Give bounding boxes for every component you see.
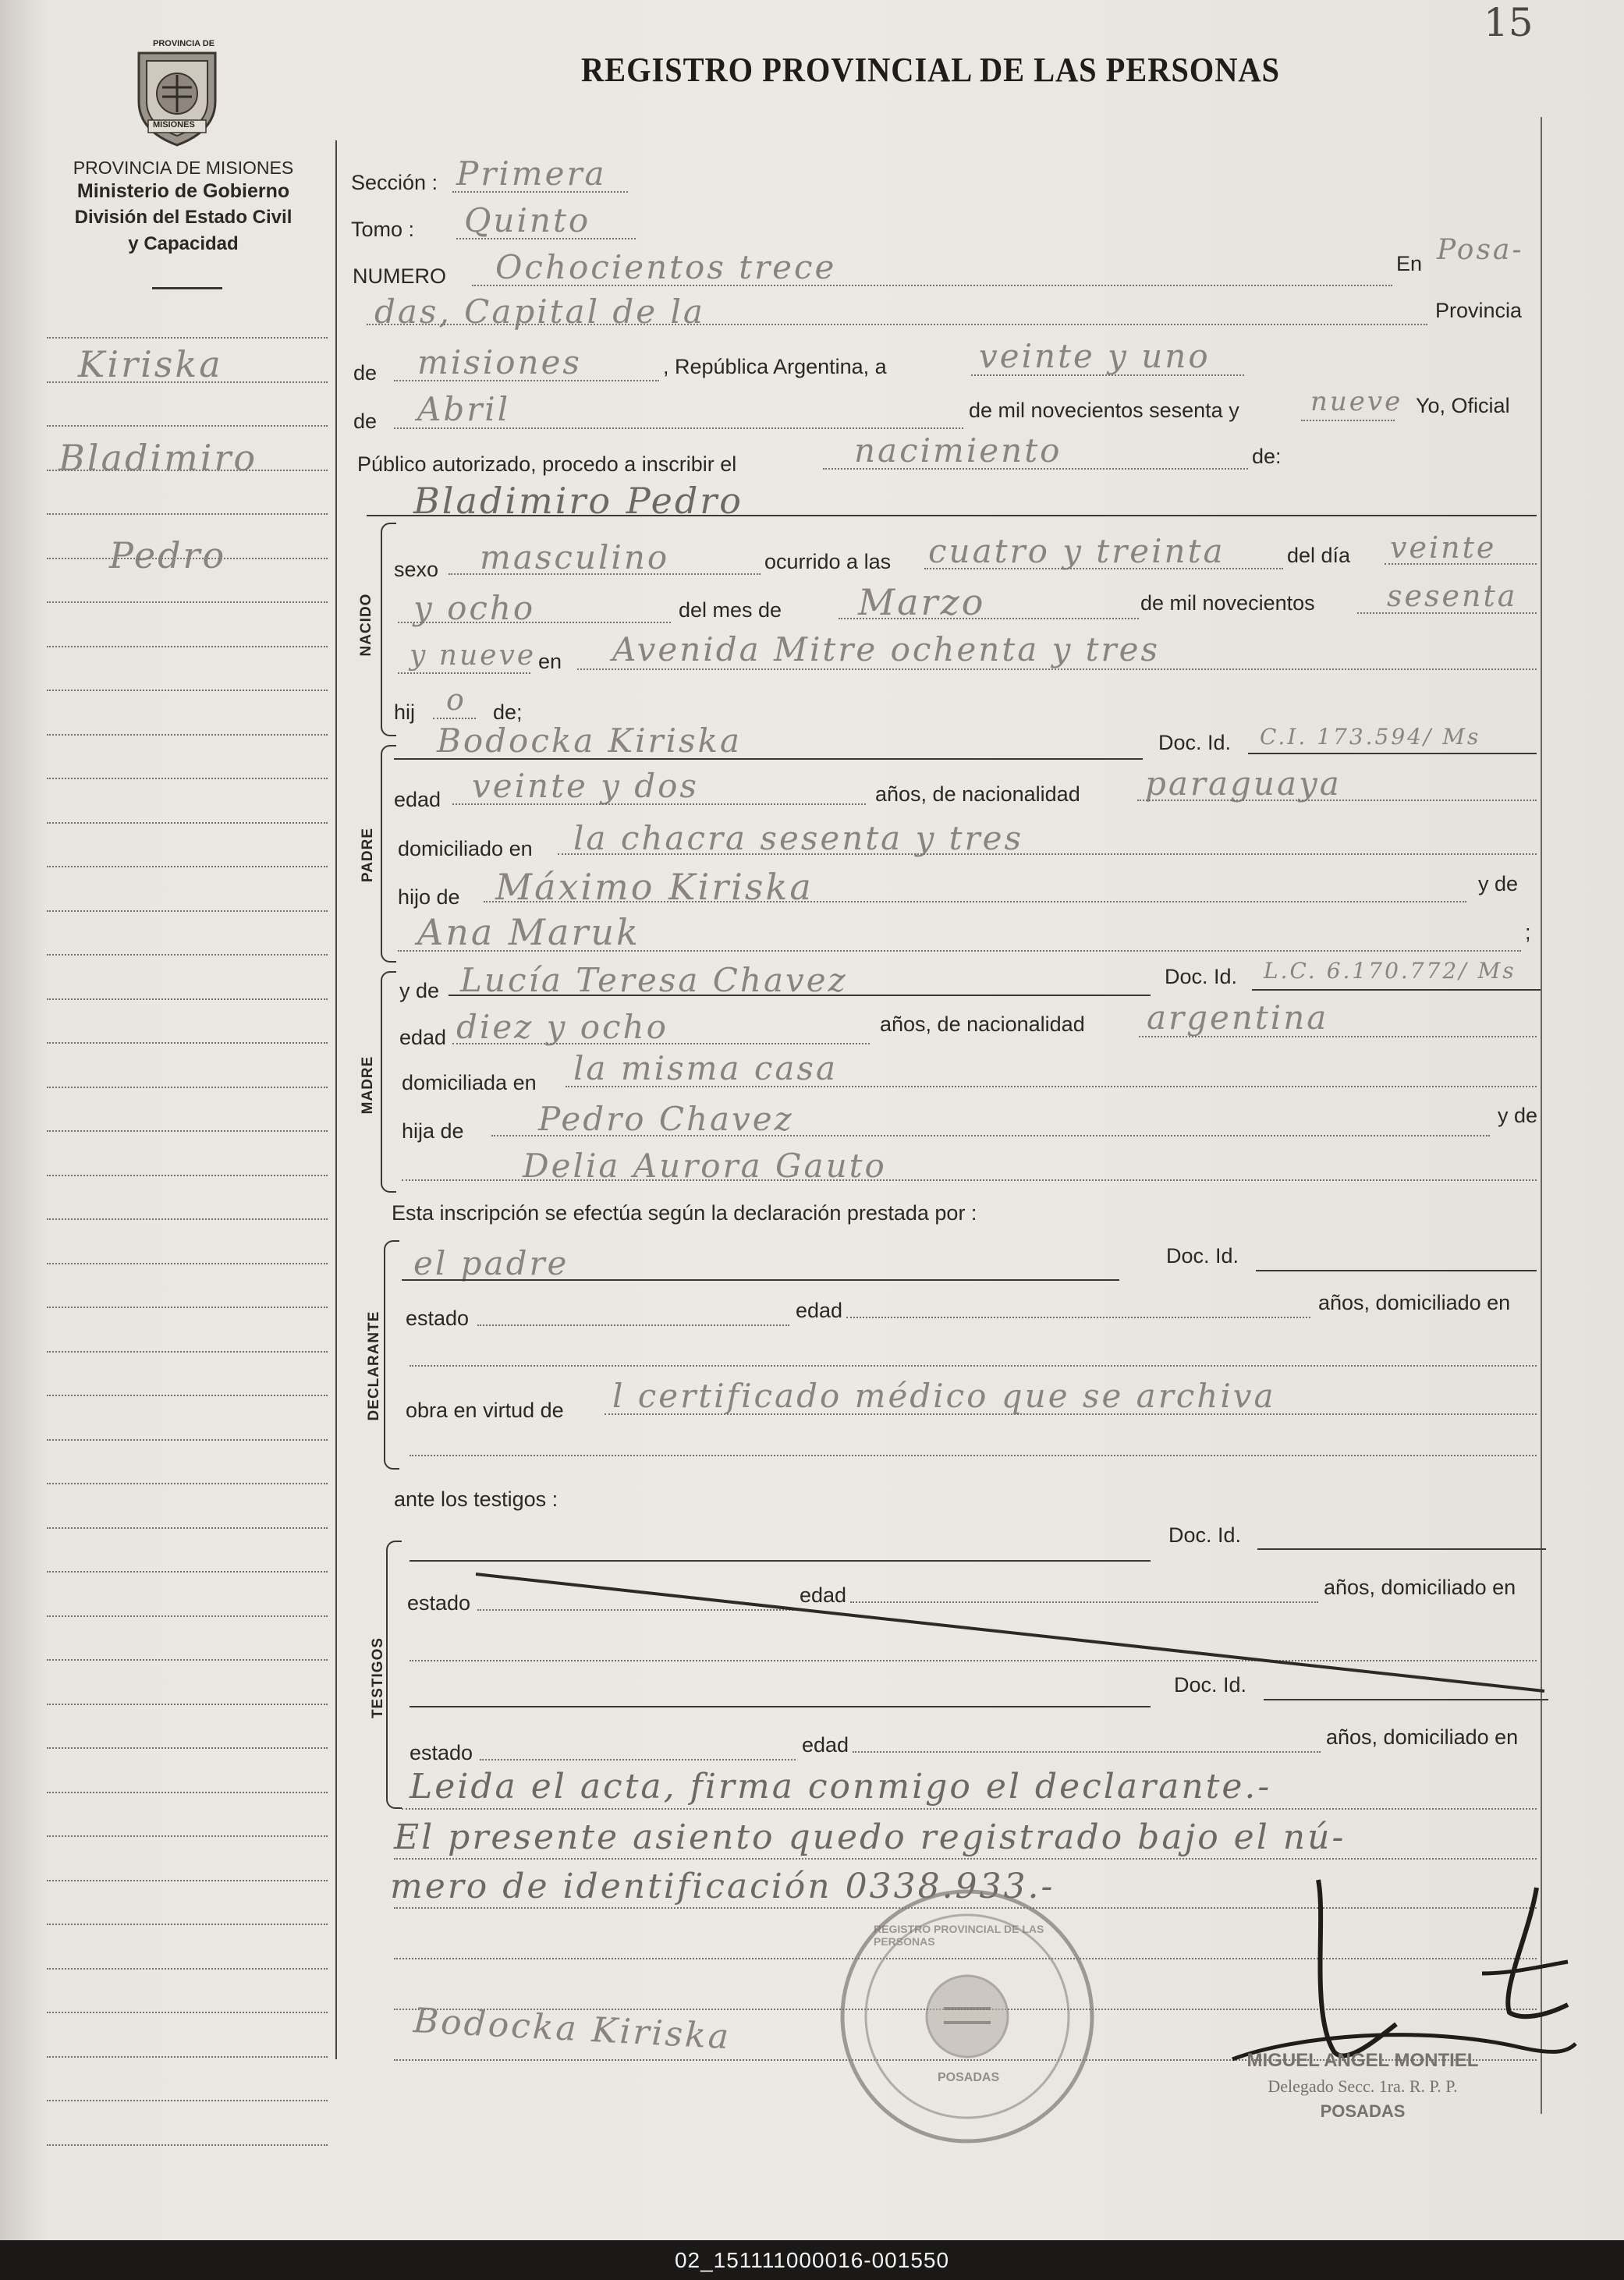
declarante-obra-value: l certificado médico que se archiva bbox=[612, 1377, 1276, 1415]
birth-year-value: sesenta bbox=[1387, 579, 1518, 613]
office-block bbox=[31, 156, 335, 256]
month-value: Abril bbox=[417, 390, 511, 428]
mother-name: Lucía Teresa Chavez bbox=[460, 961, 848, 999]
margin-ruled-line bbox=[47, 601, 328, 603]
testigo2-edad-label: edad bbox=[802, 1733, 849, 1757]
de2-label: de bbox=[353, 410, 378, 433]
sexo-value: masculino bbox=[480, 538, 670, 576]
mother-dom-line bbox=[566, 1086, 1537, 1087]
closing-line-3: mero de identificación 0338.933.- bbox=[390, 1867, 1055, 1906]
office-capacity: y Capacidad bbox=[128, 233, 239, 254]
mother-doc-label: Doc. Id. bbox=[1165, 965, 1238, 988]
numero-label: NUMERO bbox=[353, 264, 446, 288]
margin-ruled-line bbox=[47, 1527, 328, 1529]
year-cont-line bbox=[398, 672, 530, 674]
crest-top-text: PROVINCIA DE bbox=[153, 39, 215, 48]
margin-ruled-line bbox=[47, 1835, 328, 1837]
tomo-line bbox=[456, 238, 636, 239]
day-cont-line bbox=[398, 622, 671, 623]
father-y-de-label: y de bbox=[1478, 872, 1519, 895]
year-line bbox=[1301, 420, 1395, 421]
margin-ruled-line bbox=[47, 778, 328, 779]
official-stamp bbox=[1211, 2048, 1515, 2124]
margin-ruled-line bbox=[47, 2100, 328, 2101]
margin-ruled-line bbox=[47, 1924, 328, 1925]
father-semicolon: ; bbox=[1525, 920, 1531, 944]
declarante-doc-label: Doc. Id. bbox=[1166, 1244, 1239, 1268]
hij-label: hij bbox=[394, 700, 416, 724]
de-label: de bbox=[353, 361, 378, 385]
crest-banner-text: MISIONES bbox=[153, 120, 195, 129]
declarante-estado-label: estado bbox=[406, 1307, 470, 1330]
closing-line-2: El presente asiento quedo registrado bajo el nú- bbox=[394, 1817, 1346, 1857]
margin-ruled-line bbox=[47, 1087, 328, 1088]
margin-ruled-line bbox=[47, 1218, 328, 1220]
official-signature bbox=[1201, 1856, 1607, 2075]
hij-de-label: de; bbox=[493, 700, 523, 724]
margin-first-name: Bladimiro bbox=[59, 437, 258, 479]
margin-ruled-line bbox=[47, 1263, 328, 1264]
father-doc-line bbox=[1248, 753, 1537, 754]
page-number: 15 bbox=[1484, 0, 1534, 45]
margin-ruled-line bbox=[47, 1395, 328, 1396]
publico-label: Público autorizado, procedo a inscribir el bbox=[357, 452, 737, 476]
birth-month-line bbox=[839, 618, 1139, 619]
provincia-label: Provincia bbox=[1435, 299, 1523, 322]
closing-line-1: Leida el acta, firma conmigo el declarante.- bbox=[410, 1767, 1272, 1807]
en-label: En bbox=[1396, 252, 1423, 275]
place-line bbox=[367, 324, 1427, 325]
margin-ruled-line bbox=[47, 337, 328, 339]
margin-ruled-line bbox=[47, 2012, 328, 2013]
father-father-value: Máximo Kiriska bbox=[495, 866, 814, 908]
father-dom-line bbox=[558, 853, 1537, 855]
cancellation-strike bbox=[406, 1552, 1560, 1708]
province-crest-logo bbox=[131, 39, 223, 148]
day-value: veinte y uno bbox=[979, 337, 1211, 375]
office-ministry: Ministerio de Gobierno bbox=[76, 180, 290, 202]
numero-value: Ochocientos trece bbox=[495, 248, 837, 286]
declarante-extra-line bbox=[410, 1455, 1537, 1456]
father-edad-value: veinte y dos bbox=[472, 767, 699, 805]
declarante-section-label: DECLARANTE bbox=[366, 1310, 382, 1421]
time-value: cuatro y treinta bbox=[928, 532, 1225, 570]
numero-line bbox=[472, 285, 1392, 286]
day-line bbox=[971, 374, 1244, 376]
mother-dom-value: la misma casa bbox=[573, 1049, 839, 1087]
oficial-label: Yo, Oficial bbox=[1416, 394, 1510, 417]
mes-label: del mes de bbox=[679, 598, 782, 622]
child-name: Bladimiro Pedro bbox=[413, 480, 743, 522]
birth-place-value: Avenida Mitre ochenta y tres bbox=[612, 630, 1161, 668]
testigo2-estado-line bbox=[480, 1759, 796, 1761]
declarante-intro: Esta inscripción se efectúa según la declaración prestada por : bbox=[392, 1201, 977, 1225]
testigos-intro: ante los testigos : bbox=[394, 1487, 558, 1511]
margin-ruled-line bbox=[47, 1704, 328, 1705]
father-dom-label: domiciliado en bbox=[398, 837, 533, 860]
year-label: de mil novecientos sesenta y bbox=[969, 399, 1239, 422]
margin-surname: Kiriska bbox=[78, 343, 223, 385]
father-mother-value: Ana Maruk bbox=[417, 911, 640, 953]
declarante-brace bbox=[384, 1240, 399, 1470]
official-role: Delegado Secc. 1ra. R. P. P. bbox=[1268, 2076, 1458, 2096]
margin-ruled-line bbox=[47, 866, 328, 867]
testigo2-doc-label: Doc. Id. bbox=[1174, 1673, 1247, 1697]
margin-middle-name: Pedro bbox=[109, 534, 227, 576]
mother-father-value: Pedro Chavez bbox=[538, 1100, 794, 1138]
seal-ring-text: REGISTRO PROVINCIAL DE LAS PERSONAS bbox=[874, 1923, 1044, 1948]
year-value: nueve bbox=[1310, 386, 1403, 417]
declarant-signature: Bodocka Kiriska bbox=[412, 2001, 732, 2058]
official-seal bbox=[835, 1884, 1100, 2149]
nacido-section-label: NACIDO bbox=[358, 593, 374, 657]
hij-line bbox=[433, 718, 476, 719]
father-nac-line bbox=[1137, 800, 1537, 801]
official-name: MIGUEL ANGEL MONTIEL bbox=[1246, 2050, 1479, 2071]
birth-year-cont: y nueve bbox=[410, 640, 537, 672]
margin-ruled-line bbox=[47, 2144, 328, 2146]
seccion-line bbox=[452, 191, 628, 193]
testigo1-estado-label: estado bbox=[407, 1591, 471, 1615]
mother-edad-label: edad bbox=[399, 1026, 447, 1049]
margin-ruled-line bbox=[47, 1659, 328, 1661]
margin-ruled-line bbox=[47, 998, 328, 1000]
province-line bbox=[394, 380, 659, 381]
sexo-label: sexo bbox=[394, 558, 439, 581]
father-edad-line bbox=[452, 803, 866, 805]
declarante-doc-line bbox=[1256, 1270, 1537, 1271]
margin-ruled-line bbox=[47, 1880, 328, 1881]
margin-ruled-line bbox=[47, 425, 328, 427]
margin-divider bbox=[335, 140, 337, 2059]
time-line bbox=[924, 568, 1283, 569]
declarante-edad-line bbox=[846, 1317, 1310, 1318]
child-name-line bbox=[367, 515, 1537, 516]
margin-ruled-line bbox=[47, 646, 328, 647]
mother-name-line bbox=[449, 995, 1151, 996]
margin-ruled-line bbox=[47, 513, 328, 515]
mother-nac-label: años, de nacionalidad bbox=[880, 1012, 1085, 1036]
tomo-value: Quinto bbox=[464, 201, 591, 239]
madre-section-label: MADRE bbox=[360, 1055, 376, 1115]
act-value: nacimiento bbox=[854, 431, 1062, 470]
father-hijo-label: hijo de bbox=[398, 885, 460, 909]
testigo1-doc-line bbox=[1257, 1548, 1546, 1550]
declarante-name-line bbox=[402, 1279, 1119, 1281]
margin-ruled-line bbox=[47, 1747, 328, 1749]
declarante-name: el padre bbox=[413, 1244, 569, 1282]
act-line bbox=[823, 468, 1248, 470]
margin-ruled-line bbox=[47, 910, 328, 912]
birth-month-value: Marzo bbox=[858, 581, 986, 623]
de-colon-label: de: bbox=[1252, 445, 1282, 468]
declarante-estado-line bbox=[477, 1324, 789, 1326]
testigo2-edad-line bbox=[853, 1751, 1321, 1753]
margin-ruled-line bbox=[47, 1042, 328, 1044]
padre-section-label: PADRE bbox=[360, 827, 376, 883]
birth-place-line bbox=[577, 668, 1537, 670]
margin-ruled-line bbox=[47, 1615, 328, 1617]
del-dia-label: del día bbox=[1287, 544, 1351, 567]
seal-center-text: POSADAS bbox=[938, 2071, 1000, 2084]
margin-ruled-line bbox=[47, 1483, 328, 1484]
margin-ruled-line bbox=[47, 954, 328, 956]
office-division: División del Estado Civil bbox=[74, 207, 293, 228]
mother-mother-line bbox=[402, 1179, 1537, 1181]
testigos-brace bbox=[386, 1541, 402, 1809]
father-name: Bodocka Kiriska bbox=[437, 722, 743, 760]
birth-year-line bbox=[1357, 612, 1537, 614]
padre-brace bbox=[381, 745, 396, 963]
mother-nac-line bbox=[1139, 1036, 1537, 1037]
mother-nac-value: argentina bbox=[1147, 998, 1329, 1037]
father-father-line bbox=[484, 901, 1466, 902]
father-doc-label: Doc. Id. bbox=[1158, 731, 1232, 754]
margin-ruled-line bbox=[47, 1307, 328, 1308]
testigo2-dom-label: años, domiciliado en bbox=[1326, 1725, 1519, 1749]
birth-day-value: veinte bbox=[1390, 530, 1497, 565]
sexo-line bbox=[449, 573, 761, 575]
margin-ruled-line bbox=[47, 734, 328, 736]
margin-ruled-line bbox=[47, 822, 328, 824]
mother-doc-line bbox=[1252, 989, 1541, 991]
hij-value: o bbox=[446, 683, 466, 717]
province-value: misiones bbox=[417, 343, 582, 381]
margin-ruled-line bbox=[47, 1792, 328, 1793]
margin-ruled-line bbox=[47, 1175, 328, 1176]
closing-line-1-rule bbox=[402, 1808, 1537, 1810]
birth-year-label: de mil novecientos bbox=[1140, 591, 1315, 615]
margin-ruled-line bbox=[47, 1351, 328, 1353]
father-mother-line bbox=[398, 950, 1521, 952]
mother-y-de2-label: y de bbox=[1498, 1104, 1538, 1127]
margin-ruled-line bbox=[47, 1968, 328, 1970]
footer-identifier: 02_151111000016-001550 bbox=[0, 2240, 1624, 2280]
birth-day-line bbox=[1385, 563, 1537, 565]
republica-label: , República Argentina, a bbox=[663, 355, 887, 378]
en-value: Posa- bbox=[1437, 234, 1524, 266]
office-underline bbox=[152, 287, 222, 289]
mother-dom-label: domiciliada en bbox=[402, 1071, 537, 1094]
mother-hija-label: hija de bbox=[402, 1119, 464, 1143]
margin-ruled-line bbox=[47, 690, 328, 691]
mother-edad-line bbox=[452, 1043, 870, 1044]
declarante-dom-line bbox=[410, 1365, 1537, 1367]
declarante-edad-label: edad bbox=[796, 1299, 843, 1322]
mother-mother-value: Delia Aurora Gauto bbox=[523, 1147, 887, 1185]
margin-ruled-line bbox=[47, 1571, 328, 1573]
margin-ruled-line bbox=[47, 1439, 328, 1441]
right-border bbox=[1541, 117, 1542, 2114]
testigo2-estado-label: estado bbox=[410, 1741, 473, 1764]
ocurrido-label: ocurrido a las bbox=[764, 550, 892, 573]
testigos-section-label: TESTIGOS bbox=[370, 1636, 386, 1719]
birth-en-label: en bbox=[538, 650, 562, 673]
father-name-line bbox=[394, 758, 1143, 760]
office-province: PROVINCIA DE MISIONES bbox=[73, 158, 294, 178]
father-dom-value: la chacra sesenta y tres bbox=[573, 819, 1024, 857]
father-edad-label: edad bbox=[394, 788, 441, 811]
mother-edad-value: diez y ocho bbox=[456, 1008, 668, 1046]
declarante-dom-label: años, domiciliado en bbox=[1318, 1291, 1511, 1314]
mother-doc-value: L.C. 6.170.772/ Ms bbox=[1264, 958, 1516, 984]
testigo1-dom-label: años, domiciliado en bbox=[1324, 1576, 1516, 1599]
father-nac-value: paraguaya bbox=[1145, 764, 1342, 803]
place-value: das, Capital de la bbox=[374, 293, 705, 331]
mother-father-line bbox=[491, 1135, 1490, 1136]
madre-brace bbox=[381, 971, 396, 1193]
testigo1-doc-label: Doc. Id. bbox=[1168, 1523, 1242, 1547]
father-nac-label: años, de nacionalidad bbox=[875, 782, 1080, 806]
testigo1-edad-label: edad bbox=[800, 1583, 847, 1607]
tomo-label: Tomo : bbox=[351, 218, 415, 241]
father-doc-value: C.I. 173.594/ Ms bbox=[1260, 724, 1481, 750]
declarante-obra-label: obra en virtud de bbox=[406, 1399, 564, 1422]
declarante-obra-line bbox=[605, 1413, 1537, 1415]
mother-y-de-label: y de bbox=[399, 979, 440, 1002]
margin-ruled-line bbox=[47, 1130, 328, 1132]
seccion-label: Sección : bbox=[351, 171, 438, 194]
page-title: REGISTRO PROVINCIAL DE LAS PERSONAS bbox=[581, 51, 1280, 89]
birth-day-cont: y ocho bbox=[413, 589, 536, 627]
seccion-value: Primera bbox=[456, 154, 607, 193]
official-place: POSADAS bbox=[1320, 2101, 1406, 2121]
margin-ruled-line bbox=[47, 2056, 328, 2058]
month-line bbox=[394, 427, 963, 429]
